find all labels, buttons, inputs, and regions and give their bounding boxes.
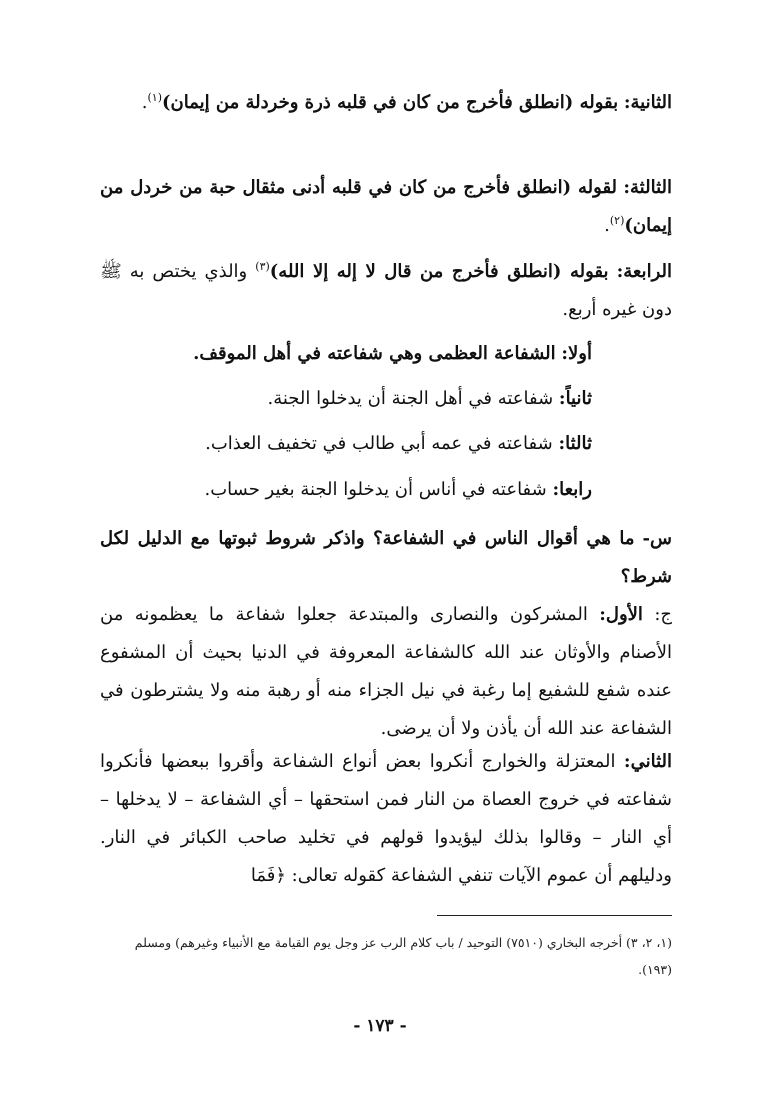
answer-first-opinion [100,596,672,748]
list-item [100,471,592,509]
list-item-label: رابعا: [552,479,592,500]
paragraph-third [100,169,672,245]
question-text: ما هي أقوال الناس في الشفاعة؟ واذكر شروط ثبوتها مع الدليل لكل شرط؟ [100,528,672,587]
answer-text: المشركون والنصارى والمبتدعة جعلوا شفاعة ما يعظمونه من الأصنام والأوثان عند الله كالشفاعة المعروفة في الدنيا بحيث أن المشفوع عنده شفع للشفيع إما رغبة في نيل الجزاء منه أو رهبة منه ولا يشترطون في الشفاعة عند الله أن يأذن ولا أن يرضى. [100,604,672,739]
list-item-label: ثانياً: [558,388,592,409]
footnote: (١، ٢، ٣) أخرجه البخاري (٧٥١٠) التوحيد / باب كلام الرب عز وجل يوم القيامة مع الأنبياء وغيرهم) ومسلم (١٩٣). [134,935,672,977]
list-item-label: أولا: [561,343,592,364]
paragraph-fourth [100,253,672,329]
answer-prefix: ج: [654,604,672,625]
page-number: - ١٧٣ - [353,1016,407,1036]
answer-second-opinion [100,743,672,895]
answer-label: الأول: [599,604,643,625]
footnote-ref: (٢) [609,214,625,227]
paragraph-label: الثالثة: [623,177,672,198]
answer-text: المعتزلة والخوارج أنكروا بعض أنواع الشفاعة وأقروا ببعضها فأنكروا شفاعته في خروج العصاة من النار فمن استحقها – أي الشفاعة – لا يدخلها – أي النار – وقالوا بذلك ليؤيدوا قولهم في تخليد صاحب الكبائر في النار. ودليلهم أن عموم الآيات تنفي الشفاعة كقوله تعالى: ﴿فَمَا [100,751,672,886]
footnote-ref: (١) [147,91,162,104]
paragraph-label: الثانية: [623,92,672,113]
paragraph-text: بقوله (انطلق فأخرج من كان في قلبه ذرة وخردلة من إيمان) [161,92,619,113]
list-item-text: شفاعته في عمه أبي طالب في تخفيف العذاب. [205,433,553,454]
paragraph-end: . [141,92,148,113]
paragraph-end: . [604,215,610,236]
list-item [100,335,592,373]
list-item-label: ثالثا: [558,433,592,454]
list-item-text: الشفاعة العظمى وهي شفاعته في أهل الموقف. [193,343,556,364]
question-label: س- [642,528,672,549]
footnote-divider [437,915,672,916]
paragraph-text: بقوله (انطلق فأخرج من قال لا إله إلا الله) [269,261,609,282]
list-item [100,425,592,463]
answer-label: الثاني: [623,751,672,772]
footnote-ref: (٣) [255,260,270,273]
question-paragraph [100,520,672,596]
paragraph-text-continued: والذي يختص به ﷺ دون غيره أربع. [100,261,672,320]
paragraph-label: الرابعة: [616,261,672,282]
list-item-text: شفاعته في أهل الجنة أن يدخلوا الجنة. [267,388,554,409]
paragraph-text: لقوله (انطلق فأخرج من كان في قلبه أدنى مثقال حبة من خردل من إيمان) [100,177,672,236]
list-item [100,380,592,418]
list-item-text: شفاعته في أناس أن يدخلوا الجنة بغير حساب. [204,479,547,500]
paragraph-second [100,84,672,122]
